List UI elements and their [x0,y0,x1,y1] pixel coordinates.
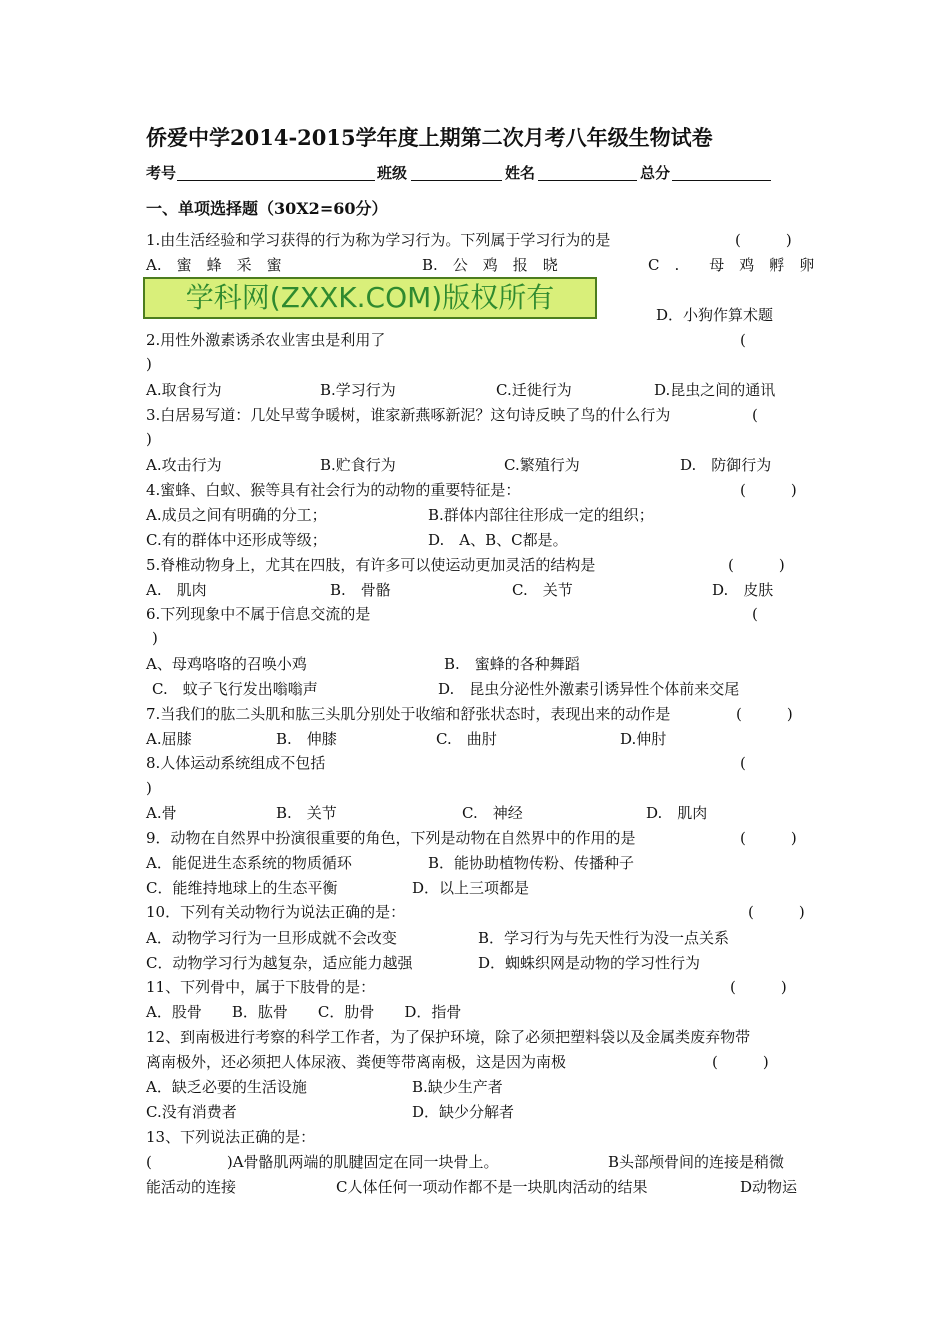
name-blank[interactable] [538,180,637,181]
option-c: C.繁殖行为 [504,456,580,474]
option-d: D．以上三项都是 [412,879,530,897]
option-a: A.屈膝 [146,730,192,748]
option-a: A.骨 [146,804,177,822]
question-9: 9．动物在自然界中扮演很重要的角色，下列是动物在自然界中的作用的是 [146,829,636,847]
exam-no-label: 考号 [146,164,177,182]
option-a: A．动物学习行为一旦形成就不会改变 [146,929,397,947]
answer-paren: ( ) [740,481,797,499]
option-b: B．学习行为与先天性行为没一点关系 [478,929,730,947]
total-label: 总分 [640,164,671,182]
option-d: D．小狗作算术题 [656,306,774,324]
answer-paren: ( ) [712,1053,769,1071]
question-5: 5.脊椎动物身上，尤其在四肢，有许多可以使运动更加灵活的结构是 [146,556,596,574]
option-c: C . 母 鸡 孵 卵 [648,256,815,274]
watermark-banner: 学科网(ZXXK.COM)版权所有 [143,277,597,319]
question-12: 12、到南极进行考察的科学工作者，为了保护环境，除了必须把塑料袋以及金属类废弃物带 [146,1028,751,1046]
option-b: B.缺少生产者 [412,1078,503,1096]
option-a: A、母鸡咯咯的召唤小鸡 [146,655,307,673]
option-a: A．能促进生态系统的物质循环 [146,854,352,872]
option-a: A．缺乏必要的生活设施 [146,1078,307,1096]
answer-paren-close: ) [146,779,152,797]
exam-title: 侨爱中学2014-2015学年度上期第二次月考八年级生物试卷 [146,125,713,150]
options-row: A．股骨 B．肱骨 C．肋骨 D．指骨 [146,1003,462,1021]
option-b: B. 蜜蜂的各种舞蹈 [444,655,580,673]
question-11: 11、下列骨中，属于下肢骨的是： [146,978,376,996]
option-b-continued: 能活动的连接 [146,1178,237,1196]
name-label: 姓名 [505,164,536,182]
class-blank[interactable] [411,180,502,181]
option-b: B头部颅骨间的连接是稍微 [608,1153,785,1171]
option-a: ( )A骨骼肌两端的肌腱固定在同一块骨上。 [146,1153,499,1171]
option-c: C.迁徙行为 [496,381,572,399]
option-d: D. A、B、C都是。 [428,531,568,549]
option-d: D. 皮肤 [712,581,774,599]
option-b: B.群体内部往往形成一定的组织； [428,506,654,524]
answer-paren-close: ) [146,430,152,448]
section-title: 一、单项选择题（30X2=60分） [146,199,388,218]
option-c: C. 蚊子飞行发出嗡嗡声 [152,680,318,698]
option-b: B.学习行为 [320,381,396,399]
question-1: 1.由生活经验和学习获得的行为称为学习行为。下列属于学习行为的是 [146,231,611,249]
option-b: B. 骨骼 [330,581,391,599]
option-d: D. 防御行为 [680,456,772,474]
answer-paren-open: ( [752,605,758,623]
option-c: C. 曲肘 [436,730,497,748]
option-a: A.取食行为 [146,381,222,399]
option-c: C．动物学习行为越复杂，适应能力越强 [146,954,413,972]
question-10: 10．下列有关动物行为说法正确的是： [146,903,406,921]
option-a: A.成员之间有明确的分工； [146,506,327,524]
total-blank[interactable] [672,180,771,181]
answer-paren: ( ) [736,705,793,723]
option-b: B. 公 鸡 报 晓 [422,256,558,274]
question-2: 2.用性外激素诱杀农业害虫是利用了 [146,331,386,349]
answer-paren: ( ) [728,556,785,574]
option-b: B．能协助植物传粉、传播种子 [428,854,635,872]
option-c: C．能维持地球上的生态平衡 [146,879,338,897]
option-d: D.昆虫之间的通讯 [654,381,776,399]
question-8: 8.人体运动系统组成不包括 [146,754,326,772]
option-d: D. 昆虫分泌性外激素引诱异性个体前来交尾 [438,680,740,698]
answer-paren: ( ) [735,231,792,249]
question-12-continued: 离南极外，还必须把人体尿液、粪便等带离南极，这是因为南极 [146,1053,567,1071]
answer-paren-open: ( [752,406,758,424]
option-c: C人体任何一项动作都不是一块肌肉活动的结果 [336,1178,648,1196]
question-3: 3.白居易写道：几处早莺争暖树，谁家新燕啄新泥？这句诗反映了鸟的什么行为 [146,406,671,424]
question-6: 6.下列现象中不属于信息交流的是 [146,605,371,623]
option-d: D．蜘蛛织网是动物的学习性行为 [478,954,701,972]
option-d: D动物运 [740,1178,798,1196]
option-a: A. 肌肉 [146,581,207,599]
option-c: C. 神经 [462,804,523,822]
option-d: D．缺少分解者 [412,1103,515,1121]
option-a: A.攻击行为 [146,456,222,474]
answer-paren: ( ) [748,903,805,921]
question-7: 7.当我们的肱二头肌和肱三头肌分别处于收缩和舒张状态时，表现出来的动作是 [146,705,671,723]
option-a: A. 蜜 蜂 采 蜜 [146,256,282,274]
answer-paren-open: ( [740,331,746,349]
answer-paren-open: ( [740,754,746,772]
option-d: D. 肌肉 [646,804,708,822]
option-b: B.贮食行为 [320,456,396,474]
question-4: 4.蜜蜂、白蚁、猴等具有社会行为的动物的重要特征是： [146,481,521,499]
option-c: C.没有消费者 [146,1103,237,1121]
answer-paren: ( ) [730,978,787,996]
option-b: B. 伸膝 [276,730,337,748]
option-b: B. 关节 [276,804,337,822]
question-13: 13、下列说法正确的是： [146,1128,316,1146]
class-label: 班级 [377,164,408,182]
option-c: C.有的群体中还形成等级； [146,531,327,549]
option-d: D.伸肘 [620,730,667,748]
exam-no-blank[interactable] [177,180,375,181]
answer-paren-close: ) [152,629,158,647]
answer-paren-close: ) [146,355,152,373]
option-c: C. 关节 [512,581,573,599]
answer-paren: ( ) [740,829,797,847]
